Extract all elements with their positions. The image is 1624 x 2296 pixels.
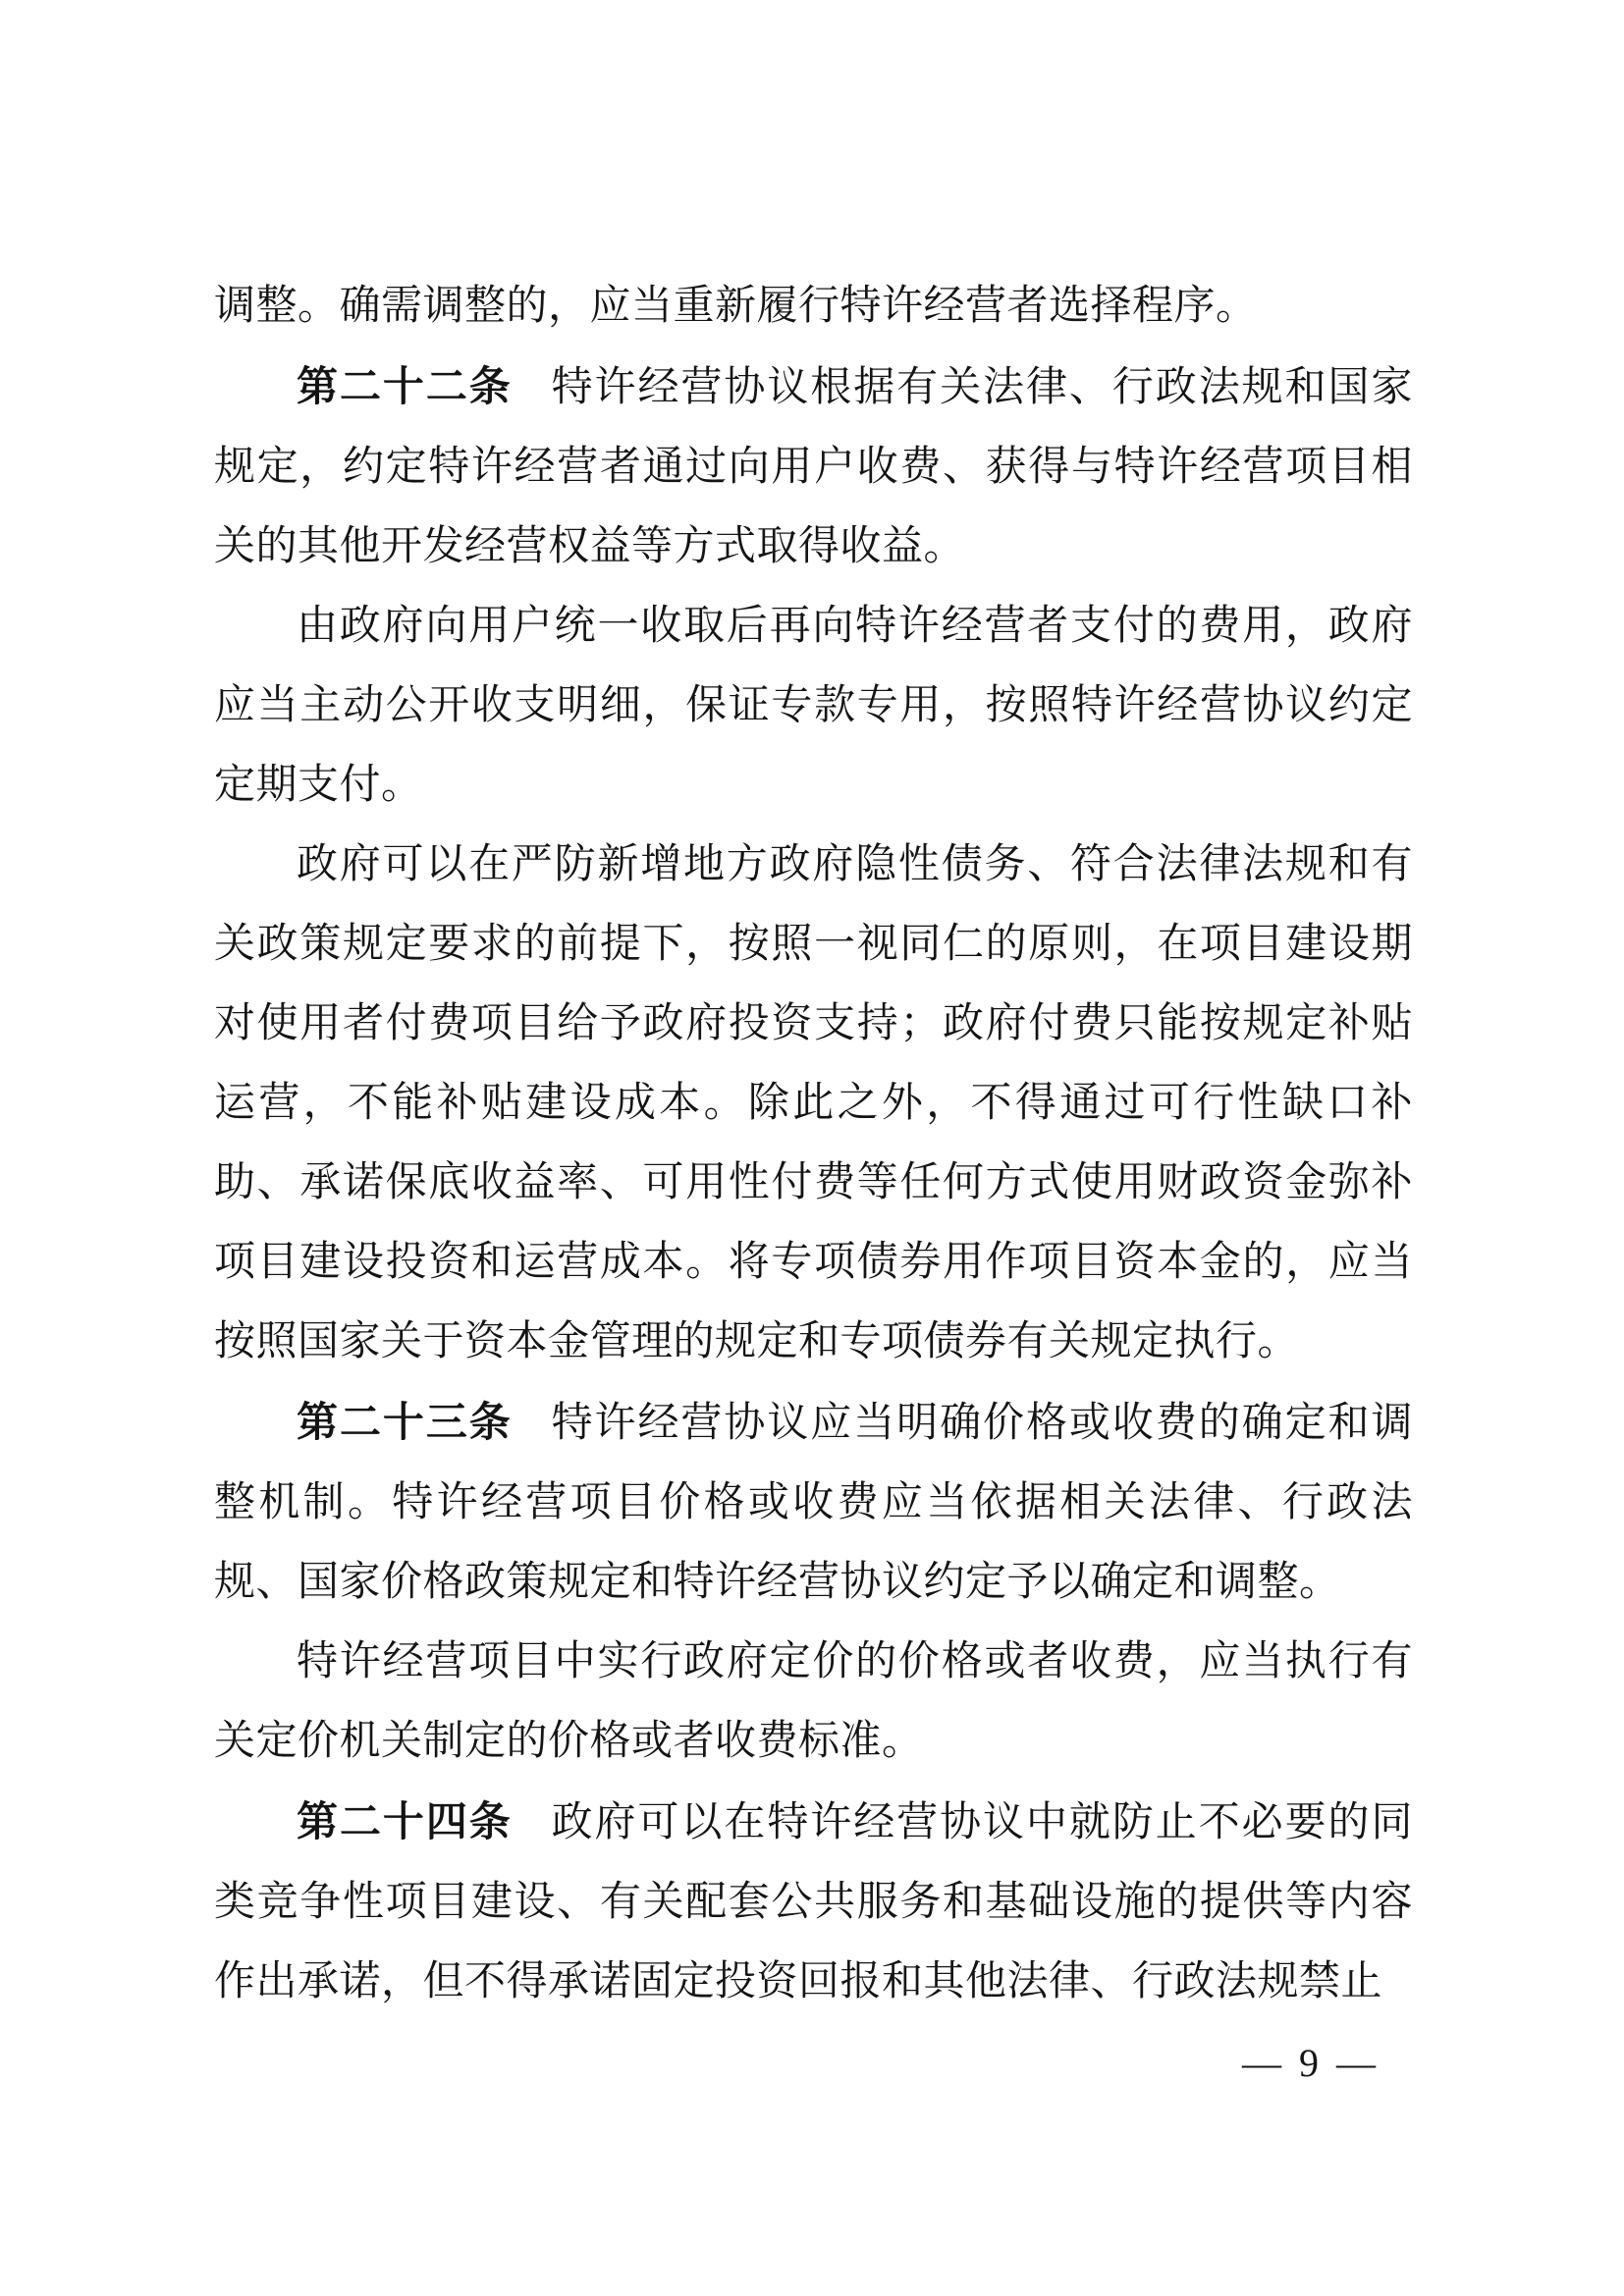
paragraph-government-pricing: 特许经营项目中实行政府定价的价格或者收费，应当执行有关定价机关制定的价格或者收费标准。 bbox=[214, 1639, 1413, 1764]
document-text bbox=[214, 267, 1413, 2022]
article-23-number: 第二十三条 bbox=[297, 1399, 513, 1445]
article-22-text: 特许经营协议根据有关法律、行政法规和国家规定，约定特许经营者通过向用户收费、获得与特许经营项目相关的其他开发经营权益等方式取得收益。 bbox=[214, 365, 1413, 569]
article-22-number: 第二十二条 bbox=[297, 363, 513, 409]
article-23-text: 特许经营协议应当明确价格或收费的确定和调整机制。特许经营项目价格或收费应当依据相关法律、行政法规、国家价格政策规定和特许经营协议约定予以确定和调整。 bbox=[214, 1401, 1413, 1605]
article-24-paragraph bbox=[214, 1782, 1413, 2022]
paragraph-fee-collection: 由政府向用户统一收取后再向特许经营者支付的费用，政府应当主动公开收支明细，保证专款专用，按照特许经营协议约定定期支付。 bbox=[214, 604, 1413, 808]
page-number: — 9 — bbox=[1242, 2041, 1380, 2085]
page-footer bbox=[1242, 2040, 1380, 2087]
paragraph-government-investment-support: 政府可以在严防新增地方政府隐性债务、符合法律法规和有关政策规定要求的前提下，按照一视同仁的原则，在项目建设期对使用者付费项目给予政府投资支持；政府付费只能按规定补贴运营，不能补贴建设成本。除此之外，不得通过可行性缺口补助、承诺保底收益率、可用性付费等任何方式使用财政资金弥补项目建设投资和运营成本。将专项债券用作项目资本金的，应当按照国家关于资本金管理的规定和专项债券有关规定执行。 bbox=[214, 842, 1413, 1364]
paragraph-continuation: 调整。确需调整的，应当重新履行特许经营者选择程序。 bbox=[214, 284, 1258, 329]
article-24-text: 政府可以在特许经营协议中就防止不必要的同类竞争性项目建设、有关配套公共服务和基础设施的提供等内容作出承诺，但不得承诺固定投资回报和其他法律、行政法规禁止 bbox=[214, 1800, 1413, 2004]
article-24-number: 第二十四条 bbox=[297, 1798, 513, 1844]
article-22-paragraph bbox=[214, 347, 1413, 587]
article-23-paragraph bbox=[214, 1382, 1413, 1623]
